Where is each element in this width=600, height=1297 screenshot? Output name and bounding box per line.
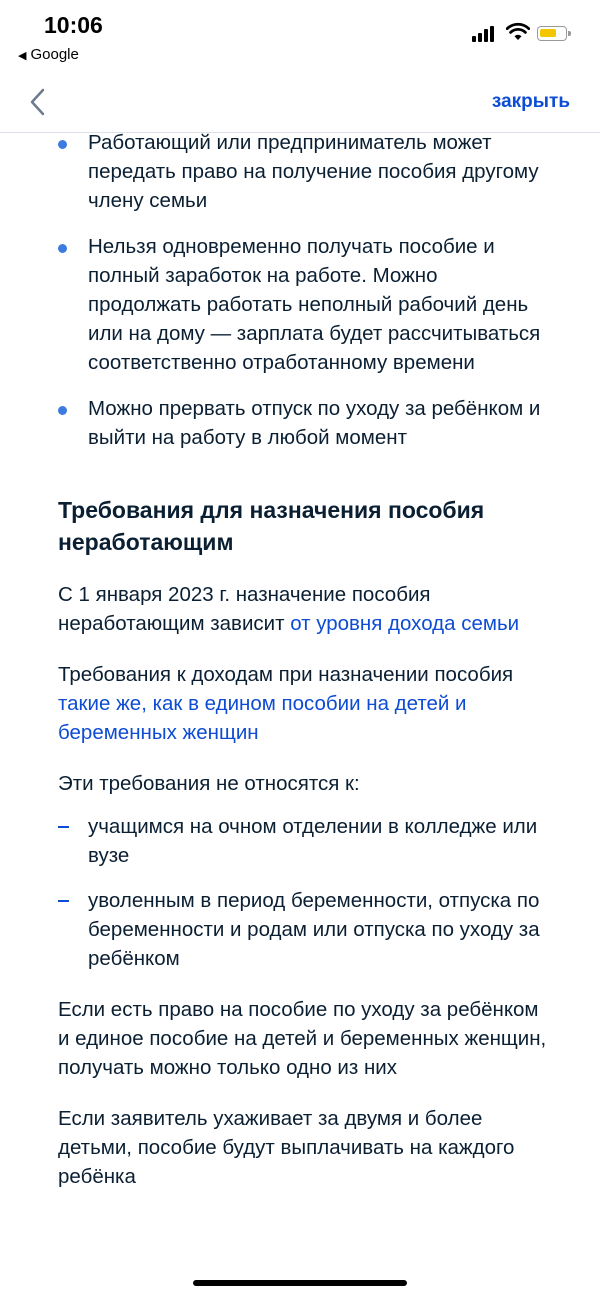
bullet-dot-icon [58,140,67,149]
list-item-text: уволенным в период беременности, отпуска по беременности и родам или отпуска по уходу за ребёнком [88,889,540,970]
requirements-paragraph [58,660,548,747]
multiple-children-paragraph: Если заявитель ухаживает за двумя и более детьми, пособие будут выплачивать на каждого ребёнка [58,1107,515,1188]
list-item-text: Можно прервать отпуск по уходу за ребёнком и выйти на работу в любой момент [88,397,541,449]
list-item [58,394,548,452]
dash-icon [58,826,69,828]
back-app-label: Google [30,46,79,63]
bullet-dot-icon [58,244,67,253]
section-heading: Требования для назначения пособия неработающим [58,497,485,555]
back-to-app-link[interactable] [18,46,79,63]
back-chevron-icon[interactable] [28,86,48,118]
article-body [58,132,548,1191]
exceptions-intro: Эти требования не относятся к: [58,772,360,795]
single-benefit-paragraph: Если есть право на пособие по уходу за ребёнком и единое пособие на детей и беременных женщин, получать можно только одно из них [58,998,547,1079]
wifi-icon [506,22,530,42]
income-paragraph-text: С 1 января 2023 г. назначение пособия неработающим зависит [58,583,431,635]
list-item [58,232,548,377]
income-level-link[interactable]: от уровня дохода семьи [290,612,520,635]
home-indicator[interactable] [193,1280,407,1286]
status-bar [0,0,600,70]
list-item-text: Нельзя одновременно получать пособие и полный заработок на работе. Можно продолжать работать неполный рабочий день или на дому — зарплата будет рассчитываться соответственно отработанному времени [88,235,541,374]
list-item [58,886,548,973]
close-button[interactable]: закрыть [491,91,570,112]
income-paragraph [58,580,548,638]
nav-bar [0,80,600,133]
cellular-signal-icon [472,24,496,42]
list-item-text: Работающий или предприниматель может передать право на получение пособия другому члену семьи [88,132,539,212]
dash-icon [58,900,69,902]
list-item [58,812,548,870]
content-scroll-area[interactable] [0,132,600,1297]
status-time: 10:06 [44,12,103,38]
back-triangle-icon: ◀ [18,50,27,62]
battery-icon [537,26,567,41]
list-item [58,132,548,215]
unified-benefit-link[interactable]: такие же, как в едином пособии на детей и беременных женщин [58,692,467,744]
requirements-paragraph-text: Требования к доходам при назначении пособия [58,663,514,686]
list-item-text: учащимся на очном отделении в колледже или вузе [88,815,538,867]
bullet-dot-icon [58,406,67,415]
